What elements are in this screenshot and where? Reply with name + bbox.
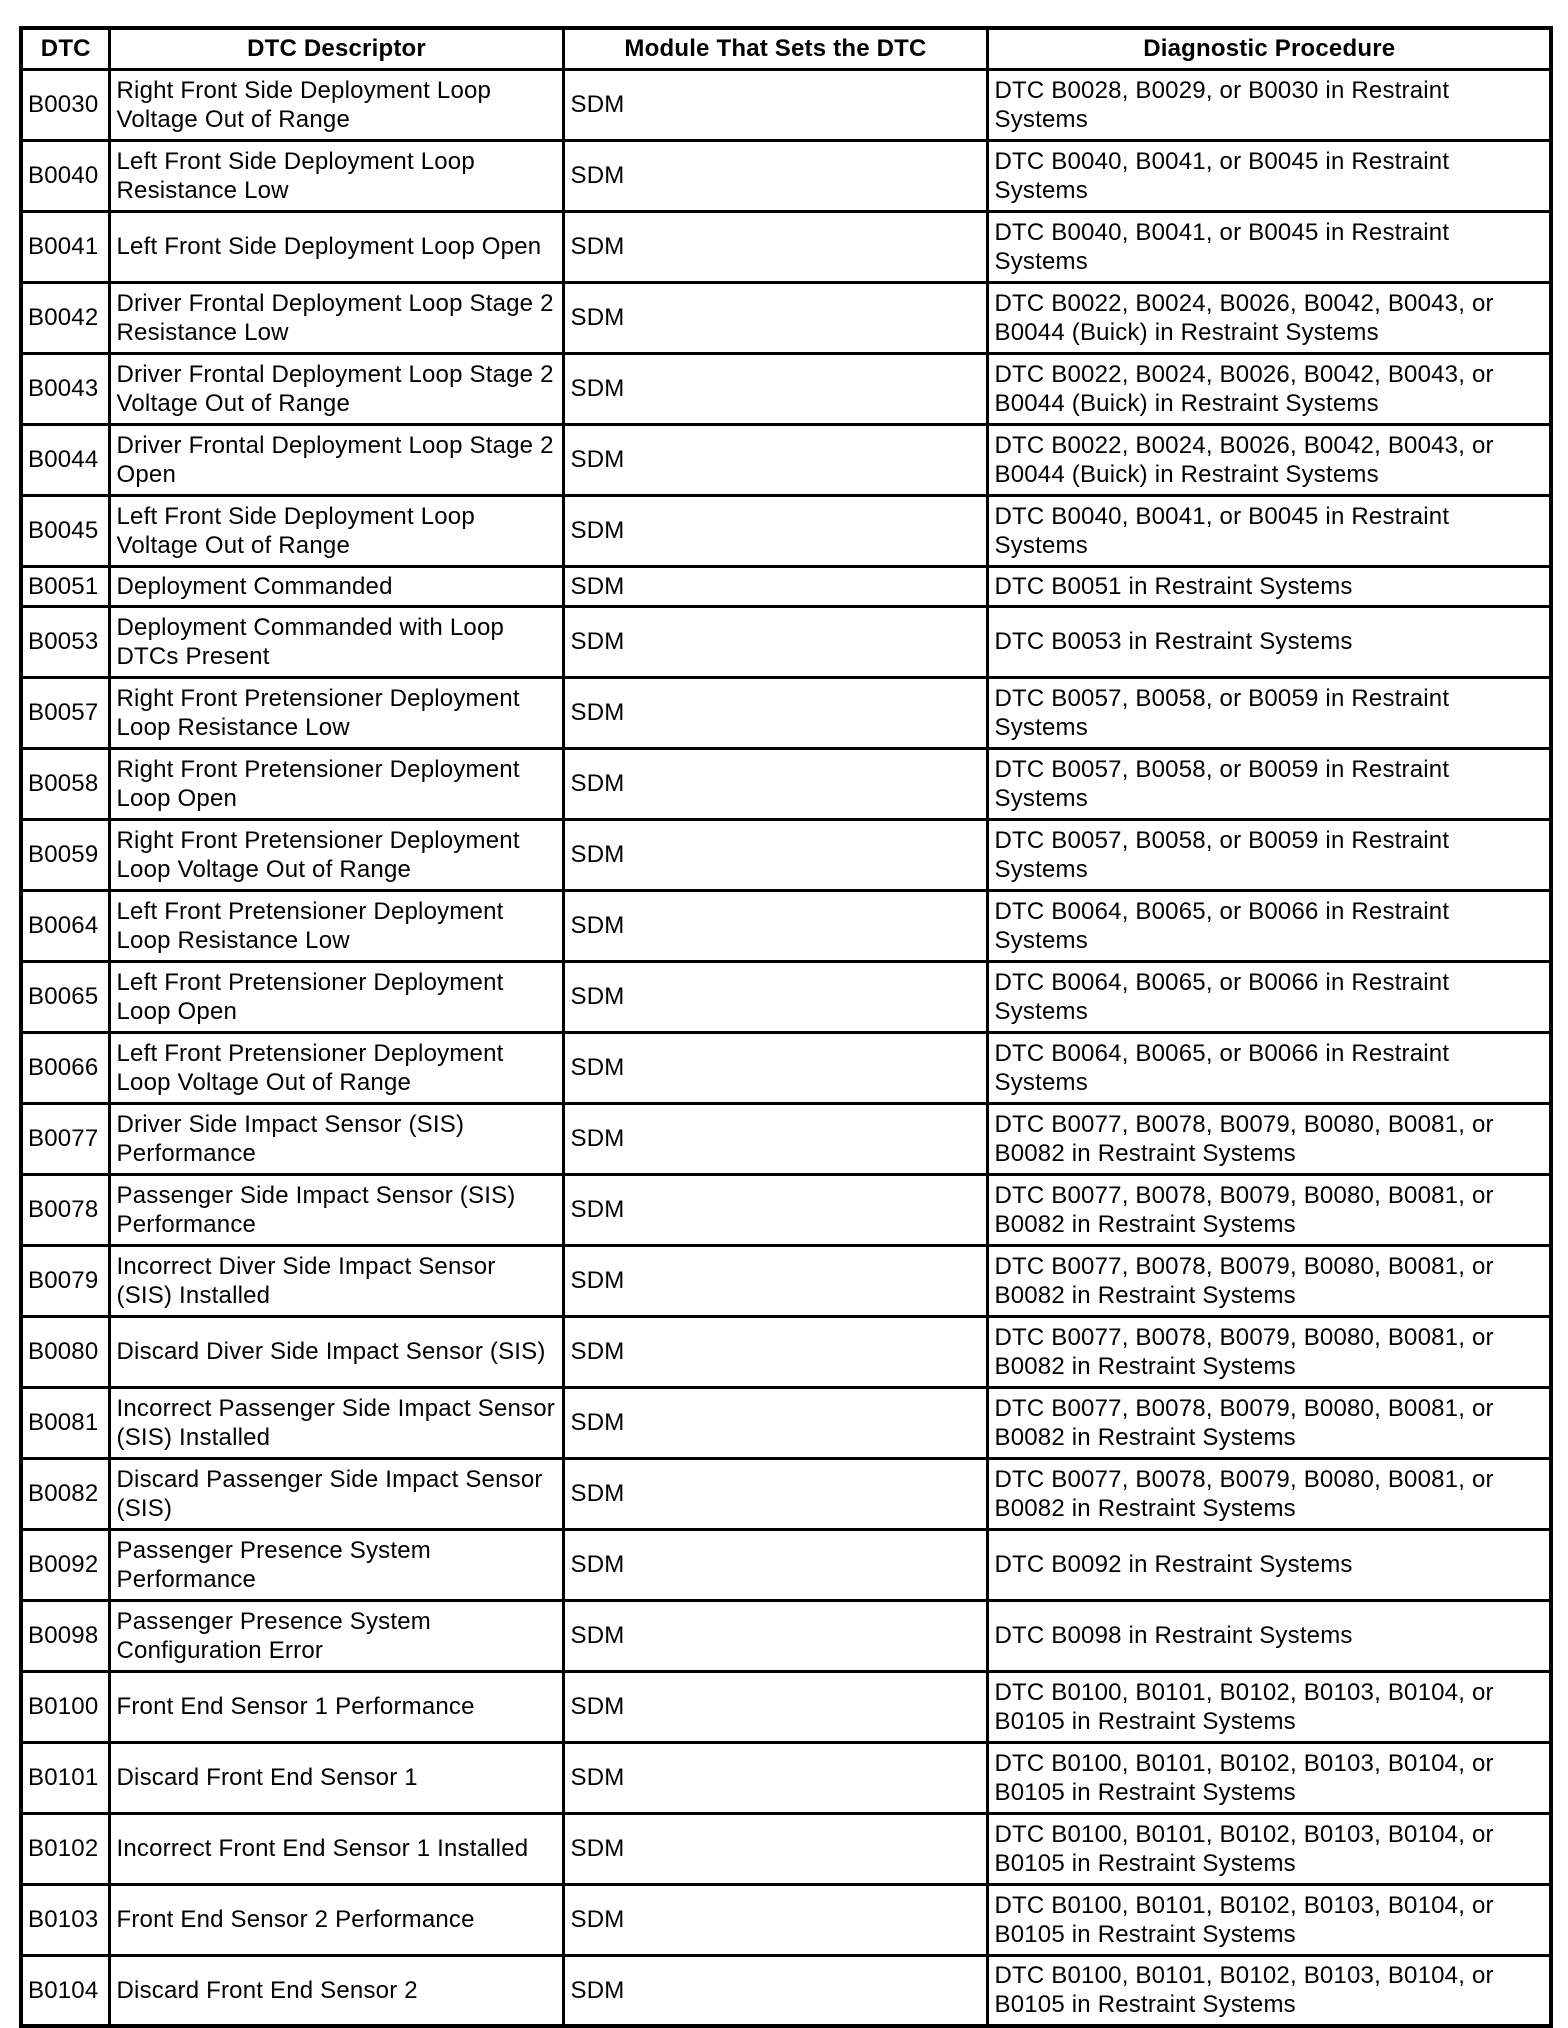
dtc-code-cell: B0044 <box>21 424 109 495</box>
table-body <box>21 69 1551 2026</box>
dtc-descriptor-cell: Passenger Presence System Performance <box>109 1529 563 1600</box>
dtc-code-cell: B0064 <box>21 890 109 961</box>
module-cell: SDM <box>563 1742 987 1813</box>
module-cell: SDM <box>563 1671 987 1742</box>
module-cell: SDM <box>563 677 987 748</box>
table-row <box>21 69 1551 140</box>
diagnostic-procedure-cell: DTC B0077, B0078, B0079, B0080, B0081, or B0082 in Restraint Systems <box>987 1174 1551 1245</box>
table-row <box>21 1245 1551 1316</box>
dtc-descriptor-cell: Left Front Side Deployment Loop Resistance Low <box>109 140 563 211</box>
table-row <box>21 1458 1551 1529</box>
dtc-code-cell: B0092 <box>21 1529 109 1600</box>
table-row <box>21 606 1551 677</box>
module-cell: SDM <box>563 1174 987 1245</box>
table-row <box>21 353 1551 424</box>
diagnostic-procedure-cell: DTC B0077, B0078, B0079, B0080, B0081, or B0082 in Restraint Systems <box>987 1458 1551 1529</box>
table-row <box>21 1884 1551 1955</box>
dtc-code-cell: B0066 <box>21 1032 109 1103</box>
module-cell: SDM <box>563 1103 987 1174</box>
diagnostic-procedure-cell: DTC B0051 in Restraint Systems <box>987 566 1551 606</box>
module-cell: SDM <box>563 1458 987 1529</box>
dtc-descriptor-cell: Front End Sensor 2 Performance <box>109 1884 563 1955</box>
dtc-code-cell: B0080 <box>21 1316 109 1387</box>
table-row <box>21 1316 1551 1387</box>
dtc-descriptor-cell: Discard Front End Sensor 2 <box>109 1955 563 2026</box>
table-row <box>21 424 1551 495</box>
dtc-code-cell: B0103 <box>21 1884 109 1955</box>
module-cell: SDM <box>563 353 987 424</box>
dtc-code-cell: B0077 <box>21 1103 109 1174</box>
dtc-code-cell: B0081 <box>21 1387 109 1458</box>
diagnostic-procedure-cell: DTC B0022, B0024, B0026, B0042, B0043, or B0044 (Buick) in Restraint Systems <box>987 424 1551 495</box>
table-row <box>21 677 1551 748</box>
table-row <box>21 1174 1551 1245</box>
module-cell: SDM <box>563 1245 987 1316</box>
dtc-code-cell: B0042 <box>21 282 109 353</box>
table-header-row <box>21 28 1551 69</box>
dtc-descriptor-cell: Passenger Side Impact Sensor (SIS) Performance <box>109 1174 563 1245</box>
module-cell: SDM <box>563 1032 987 1103</box>
diagnostic-procedure-cell: DTC B0022, B0024, B0026, B0042, B0043, or B0044 (Buick) in Restraint Systems <box>987 353 1551 424</box>
module-cell: SDM <box>563 566 987 606</box>
diagnostic-procedure-cell: DTC B0100, B0101, B0102, B0103, B0104, or B0105 in Restraint Systems <box>987 1955 1551 2026</box>
dtc-code-cell: B0045 <box>21 495 109 566</box>
module-cell: SDM <box>563 819 987 890</box>
diagnostic-procedure-cell: DTC B0064, B0065, or B0066 in Restraint Systems <box>987 890 1551 961</box>
table-row <box>21 1813 1551 1884</box>
diagnostic-procedure-cell: DTC B0100, B0101, B0102, B0103, B0104, or B0105 in Restraint Systems <box>987 1742 1551 1813</box>
dtc-descriptor-cell: Incorrect Passenger Side Impact Sensor (SIS) Installed <box>109 1387 563 1458</box>
dtc-code-cell: B0104 <box>21 1955 109 2026</box>
dtc-descriptor-cell: Front End Sensor 1 Performance <box>109 1671 563 1742</box>
diagnostic-procedure-cell: DTC B0040, B0041, or B0045 in Restraint Systems <box>987 140 1551 211</box>
dtc-code-cell: B0059 <box>21 819 109 890</box>
dtc-descriptor-cell: Right Front Pretensioner Deployment Loop Resistance Low <box>109 677 563 748</box>
dtc-code-cell: B0065 <box>21 961 109 1032</box>
diagnostic-procedure-cell: DTC B0100, B0101, B0102, B0103, B0104, or B0105 in Restraint Systems <box>987 1813 1551 1884</box>
dtc-descriptor-cell: Right Front Pretensioner Deployment Loop Voltage Out of Range <box>109 819 563 890</box>
diagnostic-procedure-cell: DTC B0022, B0024, B0026, B0042, B0043, or B0044 (Buick) in Restraint Systems <box>987 282 1551 353</box>
dtc-code-cell: B0100 <box>21 1671 109 1742</box>
table-row <box>21 140 1551 211</box>
dtc-code-cell: B0030 <box>21 69 109 140</box>
table-row <box>21 1032 1551 1103</box>
module-cell: SDM <box>563 1387 987 1458</box>
dtc-code-cell: B0040 <box>21 140 109 211</box>
dtc-descriptor-cell: Left Front Side Deployment Loop Voltage Out of Range <box>109 495 563 566</box>
table-row <box>21 1742 1551 1813</box>
dtc-descriptor-cell: Passenger Presence System Configuration Error <box>109 1600 563 1671</box>
dtc-descriptor-cell: Incorrect Front End Sensor 1 Installed <box>109 1813 563 1884</box>
dtc-code-cell: B0053 <box>21 606 109 677</box>
module-cell: SDM <box>563 1600 987 1671</box>
dtc-code-cell: B0101 <box>21 1742 109 1813</box>
table-row <box>21 1529 1551 1600</box>
diagnostic-procedure-cell: DTC B0064, B0065, or B0066 in Restraint Systems <box>987 961 1551 1032</box>
diagnostic-procedure-cell: DTC B0053 in Restraint Systems <box>987 606 1551 677</box>
diagnostic-procedure-cell: DTC B0098 in Restraint Systems <box>987 1600 1551 1671</box>
module-cell: SDM <box>563 890 987 961</box>
module-cell: SDM <box>563 1529 987 1600</box>
diagnostic-procedure-cell: DTC B0100, B0101, B0102, B0103, B0104, or B0105 in Restraint Systems <box>987 1671 1551 1742</box>
table-row <box>21 819 1551 890</box>
dtc-descriptor-cell: Incorrect Diver Side Impact Sensor (SIS) Installed <box>109 1245 563 1316</box>
diagnostic-procedure-cell: DTC B0057, B0058, or B0059 in Restraint Systems <box>987 748 1551 819</box>
table-row <box>21 211 1551 282</box>
table-row <box>21 282 1551 353</box>
dtc-descriptor-cell: Driver Frontal Deployment Loop Stage 2 Voltage Out of Range <box>109 353 563 424</box>
table-row <box>21 1955 1551 2026</box>
dtc-code-cell: B0043 <box>21 353 109 424</box>
diagnostic-procedure-cell: DTC B0028, B0029, or B0030 in Restraint Systems <box>987 69 1551 140</box>
module-cell: SDM <box>563 424 987 495</box>
dtc-descriptor-cell: Left Front Pretensioner Deployment Loop Open <box>109 961 563 1032</box>
dtc-descriptor-cell: Deployment Commanded <box>109 566 563 606</box>
diagnostic-procedure-cell: DTC B0077, B0078, B0079, B0080, B0081, or B0082 in Restraint Systems <box>987 1316 1551 1387</box>
table-row <box>21 566 1551 606</box>
diagnostic-procedure-cell: DTC B0100, B0101, B0102, B0103, B0104, or B0105 in Restraint Systems <box>987 1884 1551 1955</box>
module-cell: SDM <box>563 1813 987 1884</box>
table-row <box>21 1103 1551 1174</box>
dtc-descriptor-cell: Discard Diver Side Impact Sensor (SIS) <box>109 1316 563 1387</box>
table-row <box>21 890 1551 961</box>
dtc-code-cell: B0051 <box>21 566 109 606</box>
dtc-code-cell: B0098 <box>21 1600 109 1671</box>
dtc-code-cell: B0057 <box>21 677 109 748</box>
dtc-code-cell: B0078 <box>21 1174 109 1245</box>
dtc-descriptor-cell: Discard Front End Sensor 1 <box>109 1742 563 1813</box>
diagnostic-procedure-cell: DTC B0077, B0078, B0079, B0080, B0081, or B0082 in Restraint Systems <box>987 1103 1551 1174</box>
module-cell: SDM <box>563 69 987 140</box>
diagnostic-procedure-cell: DTC B0077, B0078, B0079, B0080, B0081, or B0082 in Restraint Systems <box>987 1245 1551 1316</box>
dtc-descriptor-cell: Right Front Side Deployment Loop Voltage Out of Range <box>109 69 563 140</box>
table-row <box>21 1671 1551 1742</box>
dtc-descriptor-cell: Left Front Pretensioner Deployment Loop Resistance Low <box>109 890 563 961</box>
dtc-code-cell: B0082 <box>21 1458 109 1529</box>
table-row <box>21 961 1551 1032</box>
module-cell: SDM <box>563 1955 987 2026</box>
dtc-descriptor-cell: Deployment Commanded with Loop DTCs Present <box>109 606 563 677</box>
diagnostic-procedure-cell: DTC B0057, B0058, or B0059 in Restraint Systems <box>987 677 1551 748</box>
header-dtc-descriptor: DTC Descriptor <box>109 28 563 69</box>
dtc-descriptor-cell: Left Front Side Deployment Loop Open <box>109 211 563 282</box>
diagnostic-procedure-cell: DTC B0057, B0058, or B0059 in Restraint Systems <box>987 819 1551 890</box>
module-cell: SDM <box>563 495 987 566</box>
table-row <box>21 748 1551 819</box>
dtc-code-cell: B0079 <box>21 1245 109 1316</box>
dtc-table <box>19 26 1553 2028</box>
module-cell: SDM <box>563 140 987 211</box>
module-cell: SDM <box>563 282 987 353</box>
table-row <box>21 495 1551 566</box>
module-cell: SDM <box>563 1316 987 1387</box>
dtc-descriptor-cell: Left Front Pretensioner Deployment Loop Voltage Out of Range <box>109 1032 563 1103</box>
module-cell: SDM <box>563 961 987 1032</box>
diagnostic-procedure-cell: DTC B0040, B0041, or B0045 in Restraint Systems <box>987 495 1551 566</box>
dtc-descriptor-cell: Driver Frontal Deployment Loop Stage 2 Resistance Low <box>109 282 563 353</box>
header-dtc: DTC <box>21 28 109 69</box>
header-module: Module That Sets the DTC <box>563 28 987 69</box>
diagnostic-procedure-cell: DTC B0092 in Restraint Systems <box>987 1529 1551 1600</box>
header-diagnostic-procedure: Diagnostic Procedure <box>987 28 1551 69</box>
module-cell: SDM <box>563 1884 987 1955</box>
diagnostic-procedure-cell: DTC B0040, B0041, or B0045 in Restraint Systems <box>987 211 1551 282</box>
dtc-descriptor-cell: Right Front Pretensioner Deployment Loop Open <box>109 748 563 819</box>
dtc-code-cell: B0102 <box>21 1813 109 1884</box>
module-cell: SDM <box>563 211 987 282</box>
dtc-code-cell: B0058 <box>21 748 109 819</box>
dtc-descriptor-cell: Driver Frontal Deployment Loop Stage 2 Open <box>109 424 563 495</box>
module-cell: SDM <box>563 748 987 819</box>
table-row <box>21 1600 1551 1671</box>
dtc-descriptor-cell: Discard Passenger Side Impact Sensor (SIS) <box>109 1458 563 1529</box>
module-cell: SDM <box>563 606 987 677</box>
dtc-descriptor-cell: Driver Side Impact Sensor (SIS) Performance <box>109 1103 563 1174</box>
table-row <box>21 1387 1551 1458</box>
diagnostic-procedure-cell: DTC B0077, B0078, B0079, B0080, B0081, or B0082 in Restraint Systems <box>987 1387 1551 1458</box>
diagnostic-procedure-cell: DTC B0064, B0065, or B0066 in Restraint Systems <box>987 1032 1551 1103</box>
dtc-code-cell: B0041 <box>21 211 109 282</box>
